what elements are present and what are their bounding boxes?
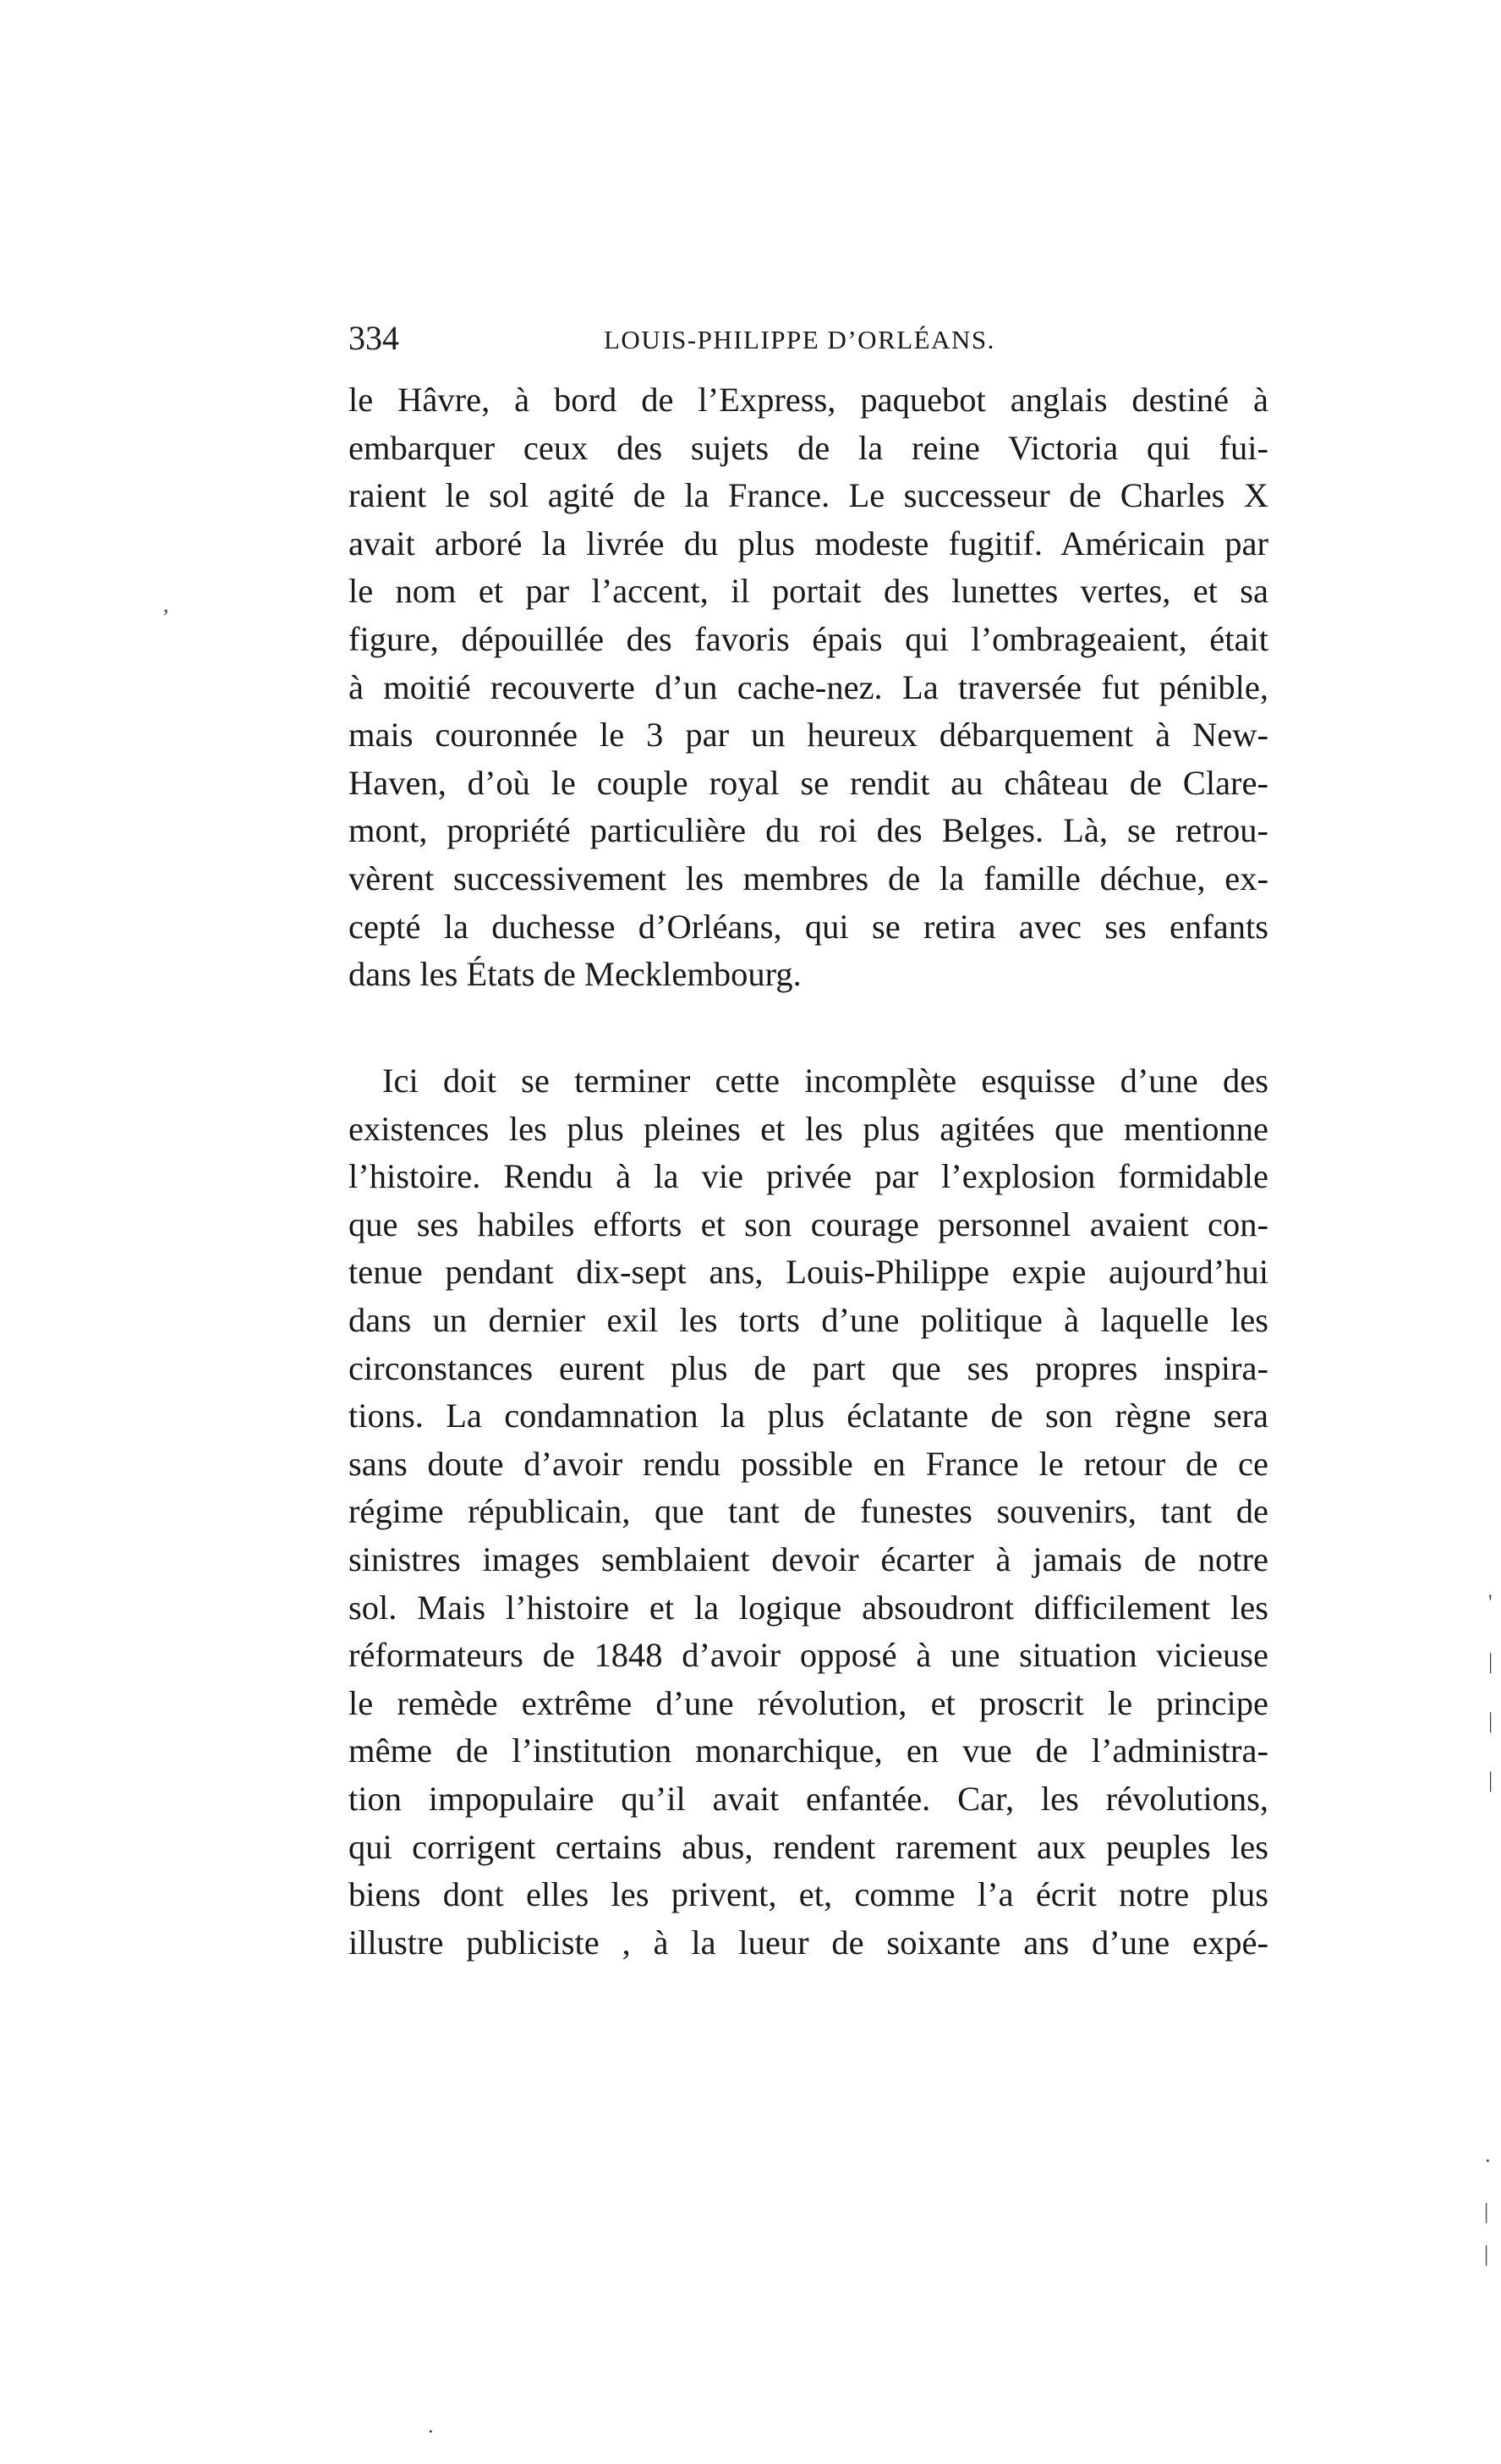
text-line: tions. La condamnation la plus éclatante de son règne sera bbox=[348, 1397, 1268, 1435]
text-line: l’histoire. Rendu à la vie privée par l’explosion formidable bbox=[348, 1157, 1268, 1196]
text-line: circonstances eurent plus de part que ses propres inspira- bbox=[348, 1348, 1268, 1387]
text-line: régime républicain, que tant de funestes souvenirs, tant de bbox=[348, 1492, 1268, 1531]
text-line: mont, propriété particulière du roi des Belges. Là, se retrou- bbox=[348, 811, 1268, 850]
stray-mark: · bbox=[1484, 2148, 1492, 2173]
text-line: tenue pendant dix-sept ans, Louis-Philippe expie aujourd’hui bbox=[348, 1253, 1268, 1292]
running-title: LOUIS-PHILIPPE D’ORLÉANS. bbox=[604, 325, 995, 354]
text-line: vèrent successivement les membres de la famille déchue, ex- bbox=[348, 859, 1268, 897]
text-line: dans un dernier exil les torts d’une politique à laquelle les bbox=[348, 1300, 1268, 1339]
text-line: que ses habiles efforts et son courage personnel avaient con- bbox=[348, 1205, 1268, 1243]
text-line: mais couronnée le 3 par un heureux débarquement à New- bbox=[348, 716, 1268, 755]
text-line: le nom et par l’accent, il portait des lunettes vertes, et sa bbox=[348, 572, 1268, 611]
text-line: même de l’institution monarchique, en vue de l’administra- bbox=[348, 1731, 1268, 1770]
text-line: Haven, d’où le couple royal se rendit au château de Clare- bbox=[348, 763, 1268, 802]
text-line: raient le sol agité de la France. Le successeur de Charles X bbox=[348, 476, 1268, 515]
text-line: Ici doit se terminer cette incomplète esquisse d’une des bbox=[382, 1062, 1268, 1100]
stray-mark: | bbox=[1488, 1768, 1493, 1792]
text-line: embarquer ceux des sujets de la reine Victoria qui fui- bbox=[348, 428, 1268, 467]
text-line: le remède extrême d’une révolution, et proscrit le principe bbox=[348, 1683, 1268, 1722]
text-line: cepté la duchesse d’Orléans, qui se retira avec ses enfants bbox=[348, 907, 1268, 946]
stray-mark: · bbox=[427, 2419, 435, 2444]
page-number: 334 bbox=[348, 319, 399, 357]
stray-mark: | bbox=[1488, 1649, 1493, 1674]
stray-mark: , bbox=[163, 592, 169, 617]
text-line: sans doute d’avoir rendu possible en France le retour de ce bbox=[348, 1444, 1268, 1483]
text-line: illustre publiciste , à la lueur de soixante ans d’une expé- bbox=[348, 1923, 1268, 1962]
stray-mark: | bbox=[1484, 2242, 1489, 2266]
text-line: figure, dépouillée des favoris épais qui l’ombrageaient, était bbox=[348, 619, 1268, 658]
text-line: à moitié recouverte d’un cache-nez. La traversée fut pénible, bbox=[348, 667, 1268, 706]
text-line: dans les États de Mecklembourg. bbox=[348, 955, 802, 994]
stray-mark: | bbox=[1484, 2199, 1489, 2224]
text-line: le Hâvre, à bord de l’Express, paquebot anglais destiné à bbox=[348, 381, 1268, 419]
text-line: existences les plus pleines et les plus agitées que mentionne bbox=[348, 1109, 1268, 1148]
stray-mark: | bbox=[1488, 1709, 1493, 1733]
text-line: sinistres images semblaient devoir écarter à jamais de notre bbox=[348, 1539, 1268, 1578]
text-line: avait arboré la livrée du plus modeste fugitif. Américain par bbox=[348, 524, 1268, 562]
text-line: tion impopulaire qu’il avait enfantée. Car, les révolutions, bbox=[348, 1779, 1268, 1818]
text-line: réformateurs de 1848 d’avoir opposé à une situation vicieuse bbox=[348, 1636, 1268, 1675]
paragraph-conclusion bbox=[348, 1057, 1268, 1967]
text-line: biens dont elles les privent, et, comme l’a écrit notre plus bbox=[348, 1875, 1268, 1914]
text-line: sol. Mais l’histoire et la logique absoudront difficilement les bbox=[348, 1588, 1268, 1627]
running-header bbox=[348, 317, 1268, 359]
stray-mark: ' bbox=[1488, 1590, 1493, 1615]
paragraph-continued bbox=[348, 376, 1268, 999]
text-line: qui corrigent certains abus, rendent rarement aux peuples les bbox=[348, 1827, 1268, 1866]
